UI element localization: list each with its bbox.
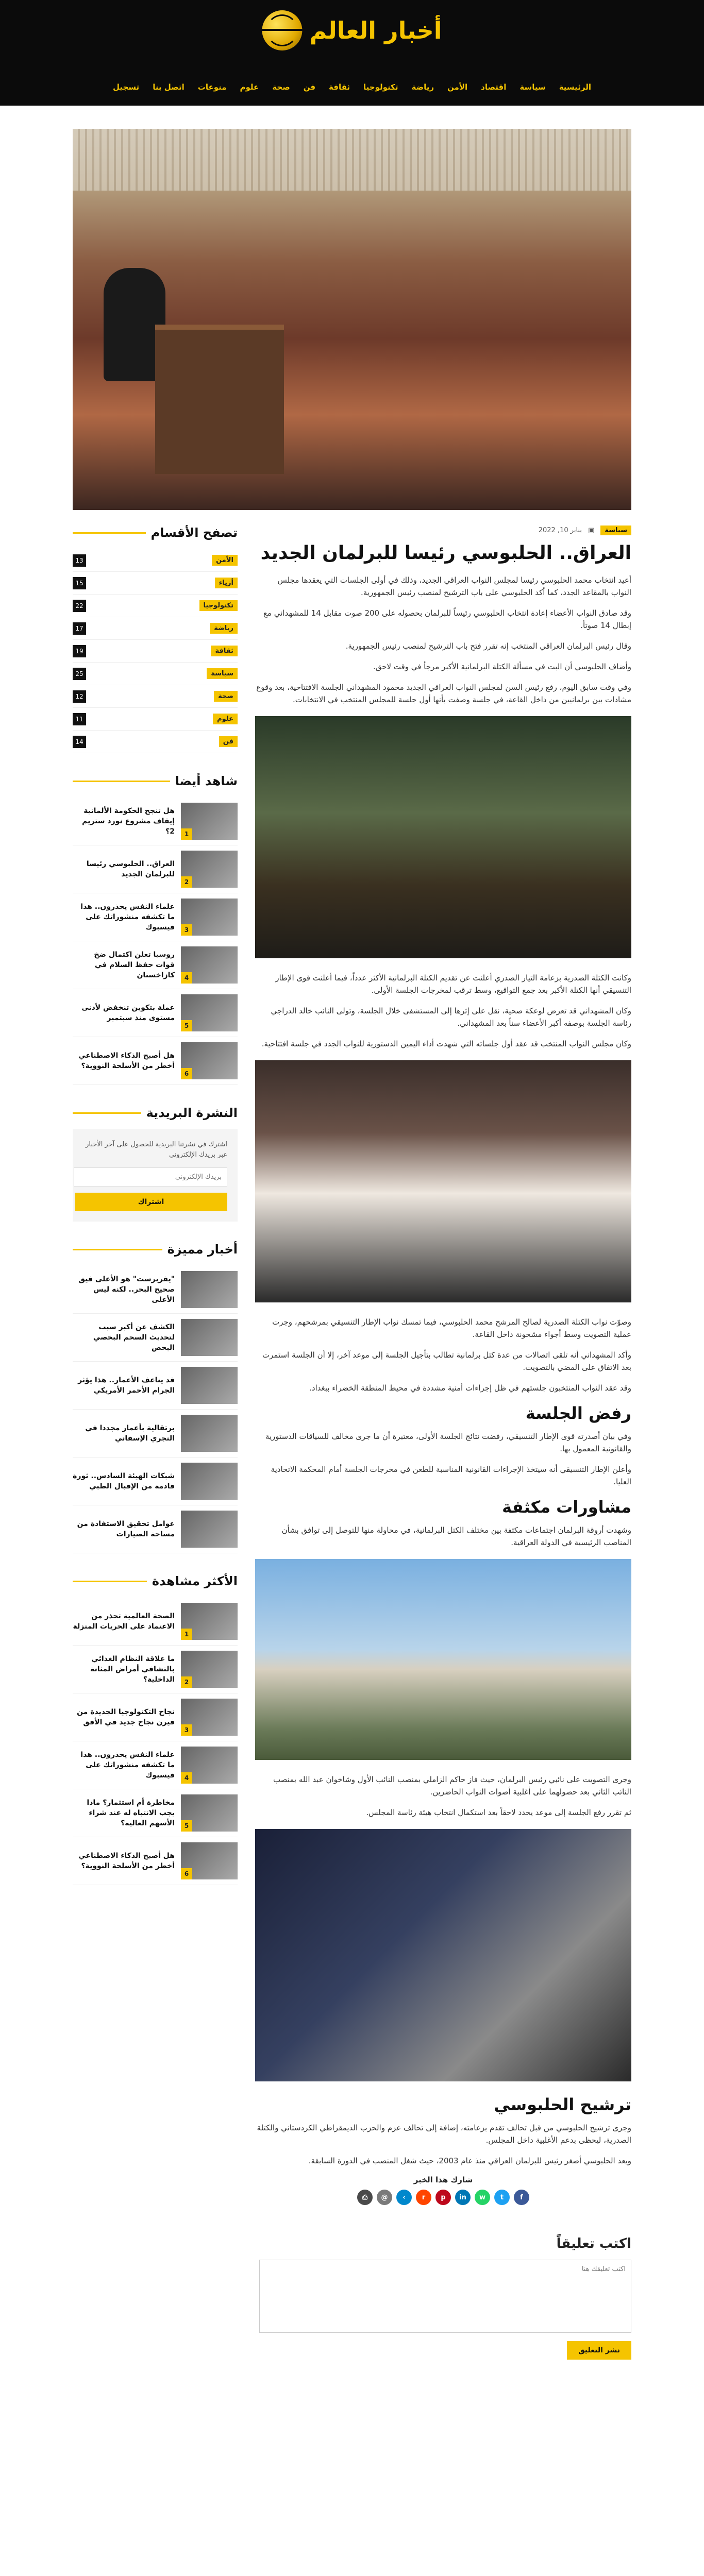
article xyxy=(255,526,631,2360)
list-item[interactable] xyxy=(73,941,238,989)
list-item-title: مخاطرة أم استثمار؟ ماذا يجب الانتباه له عند شراء الأسهم العالية؟ xyxy=(87,1799,175,1827)
category-row[interactable] xyxy=(73,663,238,685)
article-paragraph: وكان المشهداني قد تعرض لوعكة صحية، نقل على إثرها إلى المستشفى خلال الجلسة، وتولى النائب خالد الدراجي رئاسة الجلسة بوصفه أكبر الأعضاء سناً بعد المشهداني. xyxy=(271,1006,631,1028)
list-item[interactable] xyxy=(73,1266,238,1314)
watch-title: شاهد أيضا xyxy=(175,774,238,788)
nav-item[interactable]: علوم xyxy=(240,82,259,92)
thumbnail: 2 xyxy=(181,1651,238,1688)
list-item-title: الكشف عن أكبر سبب لتحديث السحم البخصي البحص xyxy=(93,1323,175,1352)
article-paragraph: وكان مجلس النواب المنتخب قد عقد أول جلساته التي شهدت أداء اليمين الدستورية للنواب الجدد في جلسة افتتاحية. xyxy=(261,1039,631,1048)
heading-line xyxy=(73,1112,141,1114)
heading-line xyxy=(73,532,146,534)
comment-title: اكتب تعليقاً xyxy=(556,2236,631,2251)
comment-textarea[interactable] xyxy=(259,2260,631,2333)
nav-item[interactable]: فن xyxy=(303,82,316,92)
list-item-title: قد يناعف الأعمار.. هذا يؤثر الجرام الأحمر الأمريكي xyxy=(78,1376,175,1395)
category-row[interactable] xyxy=(73,549,238,572)
list-item[interactable] xyxy=(73,989,238,1037)
article-subheading: رفض الجلسة xyxy=(525,1403,631,1423)
popular-list xyxy=(73,1598,238,1885)
category-count: 11 xyxy=(73,713,86,725)
facebook-icon[interactable]: f xyxy=(514,2190,529,2205)
thumbnail: 1 xyxy=(181,1603,238,1640)
hero-image xyxy=(73,129,631,510)
thumbnail: 5 xyxy=(181,994,238,1031)
heading-line xyxy=(73,781,170,782)
globe-icon xyxy=(262,10,302,50)
whatsapp-icon[interactable]: w xyxy=(475,2190,490,2205)
list-item[interactable] xyxy=(73,798,238,845)
list-item[interactable] xyxy=(73,1646,238,1693)
article-image-parliament xyxy=(255,1060,631,1302)
share-buttons xyxy=(255,2190,631,2205)
list-item-title: هل تنجح الحكومة الألمانية إيقاف مشروع نورد ستريم 2؟ xyxy=(82,807,175,836)
category-row[interactable] xyxy=(73,708,238,731)
nav-item[interactable]: اقتصاد xyxy=(481,82,507,92)
thumbnail: 3 xyxy=(181,899,238,936)
article-subheading: مشاورات مكثفة xyxy=(502,1497,631,1517)
popular-title: الأكثر مشاهدة xyxy=(152,1574,238,1588)
hero-podium xyxy=(155,325,284,474)
watch-list xyxy=(73,798,238,1085)
reddit-icon[interactable]: r xyxy=(416,2190,431,2205)
site-logo[interactable] xyxy=(262,10,442,50)
thumbnail xyxy=(181,1511,238,1548)
article-paragraph: وفي وقت سابق اليوم، رفع رئيس السن لمجلس النواب العراقي الجديد محمود المشهداني الجلسة الافتتاحية، بعد وقوع مشادات بين برلمانيين من داخل القاعة، في جلسة وصفت بأنها أول جلسة للمجلس المنتخب في الانتخابات. xyxy=(256,683,631,704)
category-name: أزياء xyxy=(215,578,238,588)
category-name: تكنولوجيا xyxy=(199,600,238,611)
heading-line xyxy=(73,1581,147,1582)
list-item[interactable] xyxy=(73,1410,238,1458)
list-item-title: الصحة العالمية تحذر من الاعتماد على الحريات المنزلة xyxy=(73,1612,175,1631)
list-item[interactable] xyxy=(73,1837,238,1885)
list-item-title: العراق.. الحلبوسي رئيسا للبرلمان الجديد xyxy=(86,860,175,878)
list-item[interactable] xyxy=(73,1505,238,1553)
article-image-soldiers xyxy=(255,716,631,958)
categories-heading xyxy=(73,526,238,540)
newsletter-subscribe-button[interactable]: اشتراك xyxy=(75,1193,227,1211)
list-item[interactable] xyxy=(73,1362,238,1410)
article-paragraph: ويعد الحلبوسي أصغر رئيس للبرلمان العراقي منذ عام 2003، حيث شغل المنصب في الدورة السابقة. xyxy=(308,2156,631,2165)
linkedin-icon[interactable]: in xyxy=(455,2190,471,2205)
article-paragraph: وقد عقد النواب المنتخبون جلستهم في ظل إجراءات أمنية مشددة في محيط المنطقة الخضراء ببغداد. xyxy=(309,1383,631,1393)
article-paragraph: أعيد انتخاب محمد الحلبوسي رئيسا لمجلس النواب العراقي الجديد، وذلك في أولى الجلسات التي يعقدها مجلس النواب بالمقاعد الجدد، كما أكد الحلبوسي على باب الترشيح لمنصب رئيس الجمهورية. xyxy=(277,575,631,597)
list-item-title: شبكات الهيئة السادس.. ثورة قادمة من الإقبال الطبي xyxy=(73,1472,175,1490)
article-paragraph: وجرى التصويت على نائبي رئيس البرلمان، حيث فاز حاكم الزاملي بمنصب النائب الأول وشاخوان عبد الله بمنصب النائب الثاني بعد حصولهما على أغلبية أصوات النواب الحاضرين. xyxy=(273,1775,631,1797)
nav-item[interactable]: منوعات xyxy=(197,82,227,92)
category-name: فن xyxy=(219,736,238,747)
article-category[interactable]: سياسة xyxy=(600,526,631,535)
list-item-title: "يفربرست" هو الأعلى فيق صحيح البحر.. لكنه ليس الأعلى xyxy=(78,1275,175,1304)
thumbnail xyxy=(181,1463,238,1500)
category-row[interactable] xyxy=(73,640,238,663)
thumbnail: 2 xyxy=(181,851,238,888)
category-row[interactable] xyxy=(73,731,238,753)
pinterest-icon[interactable]: p xyxy=(435,2190,451,2205)
thumbnail xyxy=(181,1271,238,1308)
category-row[interactable] xyxy=(73,572,238,595)
category-count: 19 xyxy=(73,645,86,657)
thumbnail: 3 xyxy=(181,1699,238,1736)
nav-item[interactable]: اتصل بنا xyxy=(153,82,185,92)
newsletter-title: النشرة البريدية xyxy=(146,1106,238,1120)
list-item[interactable] xyxy=(73,845,238,893)
article-paragraph: وفي بيان أصدرته قوى الإطار التنسيقي، رفضت نتائج الجلسة الأولى، معتبرة أن ما جرى مخالف للسياقات الدستورية والقانونية المعمول بها. xyxy=(265,1432,631,1453)
category-count: 15 xyxy=(73,577,86,589)
nav-item[interactable]: الرئيسية xyxy=(559,82,592,92)
submit-comment-button[interactable]: نشر التعليق xyxy=(567,2341,631,2360)
category-count: 14 xyxy=(73,736,86,748)
list-item[interactable] xyxy=(73,1741,238,1789)
category-row[interactable] xyxy=(73,595,238,617)
thumbnail: 4 xyxy=(181,946,238,984)
nav-item[interactable]: صحة xyxy=(272,82,290,92)
featured-heading xyxy=(73,1242,238,1257)
list-item[interactable] xyxy=(73,1458,238,1505)
list-item-title: نجاح التكنولوجيا الجديدة من فيرن نجاح جديد في الأفق xyxy=(77,1708,175,1726)
article-paragraph: وشهدت أروقة البرلمان اجتماعات مكثفة بين مختلف الكتل البرلمانية، في محاولة منها للتوصل إلى توافق بشأن المناصب الرئيسية في الدولة العراقية. xyxy=(281,1526,631,1547)
content-area xyxy=(73,526,631,2576)
thumbnail: 4 xyxy=(181,1747,238,1784)
nav-item[interactable]: الأمن xyxy=(447,82,468,92)
list-item[interactable] xyxy=(73,1598,238,1646)
category-name: سياسة xyxy=(207,668,238,679)
newsletter-heading xyxy=(73,1106,238,1120)
list-item-title: علماء النفس يحذرون.. هذا ما تكشفه منشوراتك على فيسبوك xyxy=(80,1751,175,1780)
category-count: 13 xyxy=(73,554,86,567)
category-count: 22 xyxy=(73,600,86,612)
nav-item[interactable]: ثقافة xyxy=(329,82,350,92)
newsletter-box xyxy=(73,1129,238,1222)
newsletter-email-input[interactable] xyxy=(74,1167,227,1187)
list-item-title: عوامل تحقيق الاستفادة من مساحة الصيارات xyxy=(77,1520,175,1538)
site-header xyxy=(0,0,704,106)
thumbnail: 6 xyxy=(181,1842,238,1879)
nav-item[interactable]: تكنولوجيا xyxy=(363,82,398,92)
category-count: 12 xyxy=(73,690,86,703)
category-name: علوم xyxy=(213,714,238,724)
category-name: ثقافة xyxy=(211,646,238,656)
thumbnail: 5 xyxy=(181,1794,238,1832)
article-meta xyxy=(255,526,631,535)
article-date: يناير 10, 2022 xyxy=(538,527,582,534)
article-image-handshake xyxy=(255,1829,631,2081)
email-icon[interactable]: @ xyxy=(377,2190,392,2205)
sidebar xyxy=(73,526,238,1885)
nav-item[interactable]: رياضة xyxy=(411,82,434,92)
article-paragraph: ثم تقرر رفع الجلسة إلى موعد يحدد لاحقاً بعد استكمال انتخاب هيئة رئاسة المجلس. xyxy=(366,1808,631,1817)
thumbnail xyxy=(181,1367,238,1404)
category-count: 17 xyxy=(73,622,86,635)
thumbnail xyxy=(181,1415,238,1452)
main-nav xyxy=(0,82,704,92)
list-item[interactable] xyxy=(73,1037,238,1085)
nav-item[interactable]: تسجيل xyxy=(112,82,140,92)
category-row[interactable] xyxy=(73,685,238,708)
list-item-title: ما علاقة النظام الغذائي بالتشافي أمراض المثانة الداخلية؟ xyxy=(90,1655,175,1684)
list-item-title: هل أصبح الذكاء الاصطناعي أخطر من الأسلحة النووية؟ xyxy=(78,1852,175,1870)
article-paragraph: وجرى ترشيح الحلبوسي من قبل تحالف تقدم بزعامته، إضافة إلى تحالف عزم والحزب الديمقراطي الكردستاني والكتلة الصدرية، ليحظى بدعم الأغلبية داخل المجلس. xyxy=(257,2123,631,2145)
list-item-title: عملة بتكوين تنخفض لأدنى مستوى منذ سبتمبر xyxy=(81,1004,175,1022)
print-icon[interactable]: ⎙ xyxy=(357,2190,373,2205)
telegram-icon[interactable]: › xyxy=(396,2190,412,2205)
article-image-building xyxy=(255,1559,631,1760)
thumbnail: 1 xyxy=(181,803,238,840)
categories-title: تصفح الأقسام xyxy=(150,526,238,540)
article-paragraph: وكانت الكتلة الصدرية بزعامة التيار الصدري أعلنت عن تقديم الكتلة البرلمانية الأكثر عدداً، فيما أعلنت قوى الإطار التنسيقي أنها الكتلة الأكبر بعد جمع التواقيع، وسط ترقب لمخرجات الجلسة الأولى. xyxy=(275,973,631,995)
thumbnail: 6 xyxy=(181,1042,238,1079)
category-name: الأمن xyxy=(212,555,238,566)
list-item-title: روسيا تعلن اكتمال ضخ قوات حفظ السلام في كازاخستان xyxy=(94,951,175,979)
list-item-title: علماء النفس يحذرون.. هذا ما تكشفه منشوراتك على فيسبوك xyxy=(80,903,175,931)
article-title: العراق.. الحلبوسي رئيسا للبرلمان الجديد xyxy=(260,543,631,564)
article-subheading: ترشيح الحلبوسي xyxy=(494,2095,631,2114)
list-item[interactable] xyxy=(73,1693,238,1741)
category-row[interactable] xyxy=(73,617,238,640)
list-item-title: هل أصبح الذكاء الاصطناعي أخطر من الأسلحة النووية؟ xyxy=(78,1052,175,1070)
category-count: 25 xyxy=(73,668,86,680)
comment-section xyxy=(255,2236,631,2360)
article-paragraph: وقال رئيس البرلمان العراقي المنتخب إنه تقرر فتح باب الترشيح لمنصب رئيس الجمهورية. xyxy=(345,641,631,651)
watch-heading xyxy=(73,774,238,788)
list-item[interactable] xyxy=(73,1789,238,1837)
article-paragraph: وأضاف الحلبوسي أن البت في مسألة الكتلة البرلمانية الأكبر مرجأ في وقت لاحق. xyxy=(373,662,631,671)
heading-line xyxy=(73,1249,162,1250)
list-item[interactable] xyxy=(73,893,238,941)
article-paragraph: وأكد المشهداني أنه تلقى اتصالات من عدة كتل برلمانية تطالب بتأجيل الجلسة إلى موعد آخر، إلا أن الجلسة استمرت بعد الاتفاق على المضي بالتصويت. xyxy=(262,1350,631,1372)
categories-list xyxy=(73,549,238,753)
featured-list xyxy=(73,1266,238,1553)
newsletter-text: اشترك في نشرتنا البريدية للحصول على آخر الأخبار عبر بريدك الإلكتروني xyxy=(86,1141,227,1159)
calendar-icon: ▣ xyxy=(588,527,595,534)
article-paragraph: وصوّت نواب الكتلة الصدرية لصالح المرشح محمد الحلبوسي، فيما تمسك نواب الإطار التنسيقي بمرشحهم، وجرت عملية التصويت وسط أجواء مشحونة داخل القاعة. xyxy=(272,1317,631,1339)
nav-item[interactable]: سياسة xyxy=(519,82,546,92)
share-label: شارك هذا الخبر xyxy=(413,2175,473,2184)
list-item-title: برتقالية بأعمار مجددا في النجري الإسفاني xyxy=(85,1424,175,1443)
category-name: صحة xyxy=(214,691,238,702)
article-paragraph: وأعلن الإطار التنسيقي أنه سيتخذ الإجراءات القانونية المناسبة للطعن في مخرجات الجلسة أمام المحكمة الاتحادية العليا. xyxy=(271,1465,631,1486)
list-item[interactable] xyxy=(73,1314,238,1362)
category-name: رياضة xyxy=(210,623,238,634)
twitter-icon[interactable]: t xyxy=(494,2190,510,2205)
logo-text: أخبار العالم xyxy=(309,16,442,44)
featured-title: أخبار مميزة xyxy=(167,1242,238,1257)
article-paragraph: وقد صادق النواب الأعضاء إعادة انتخاب الحلبوسي رئيساً للبرلمان بحصوله على 200 صوت مقابل 14 للمشهداني مع إبطال 14 صوتاً. xyxy=(263,608,631,630)
thumbnail xyxy=(181,1319,238,1356)
hero-ceiling xyxy=(73,129,631,191)
popular-heading xyxy=(73,1574,238,1588)
